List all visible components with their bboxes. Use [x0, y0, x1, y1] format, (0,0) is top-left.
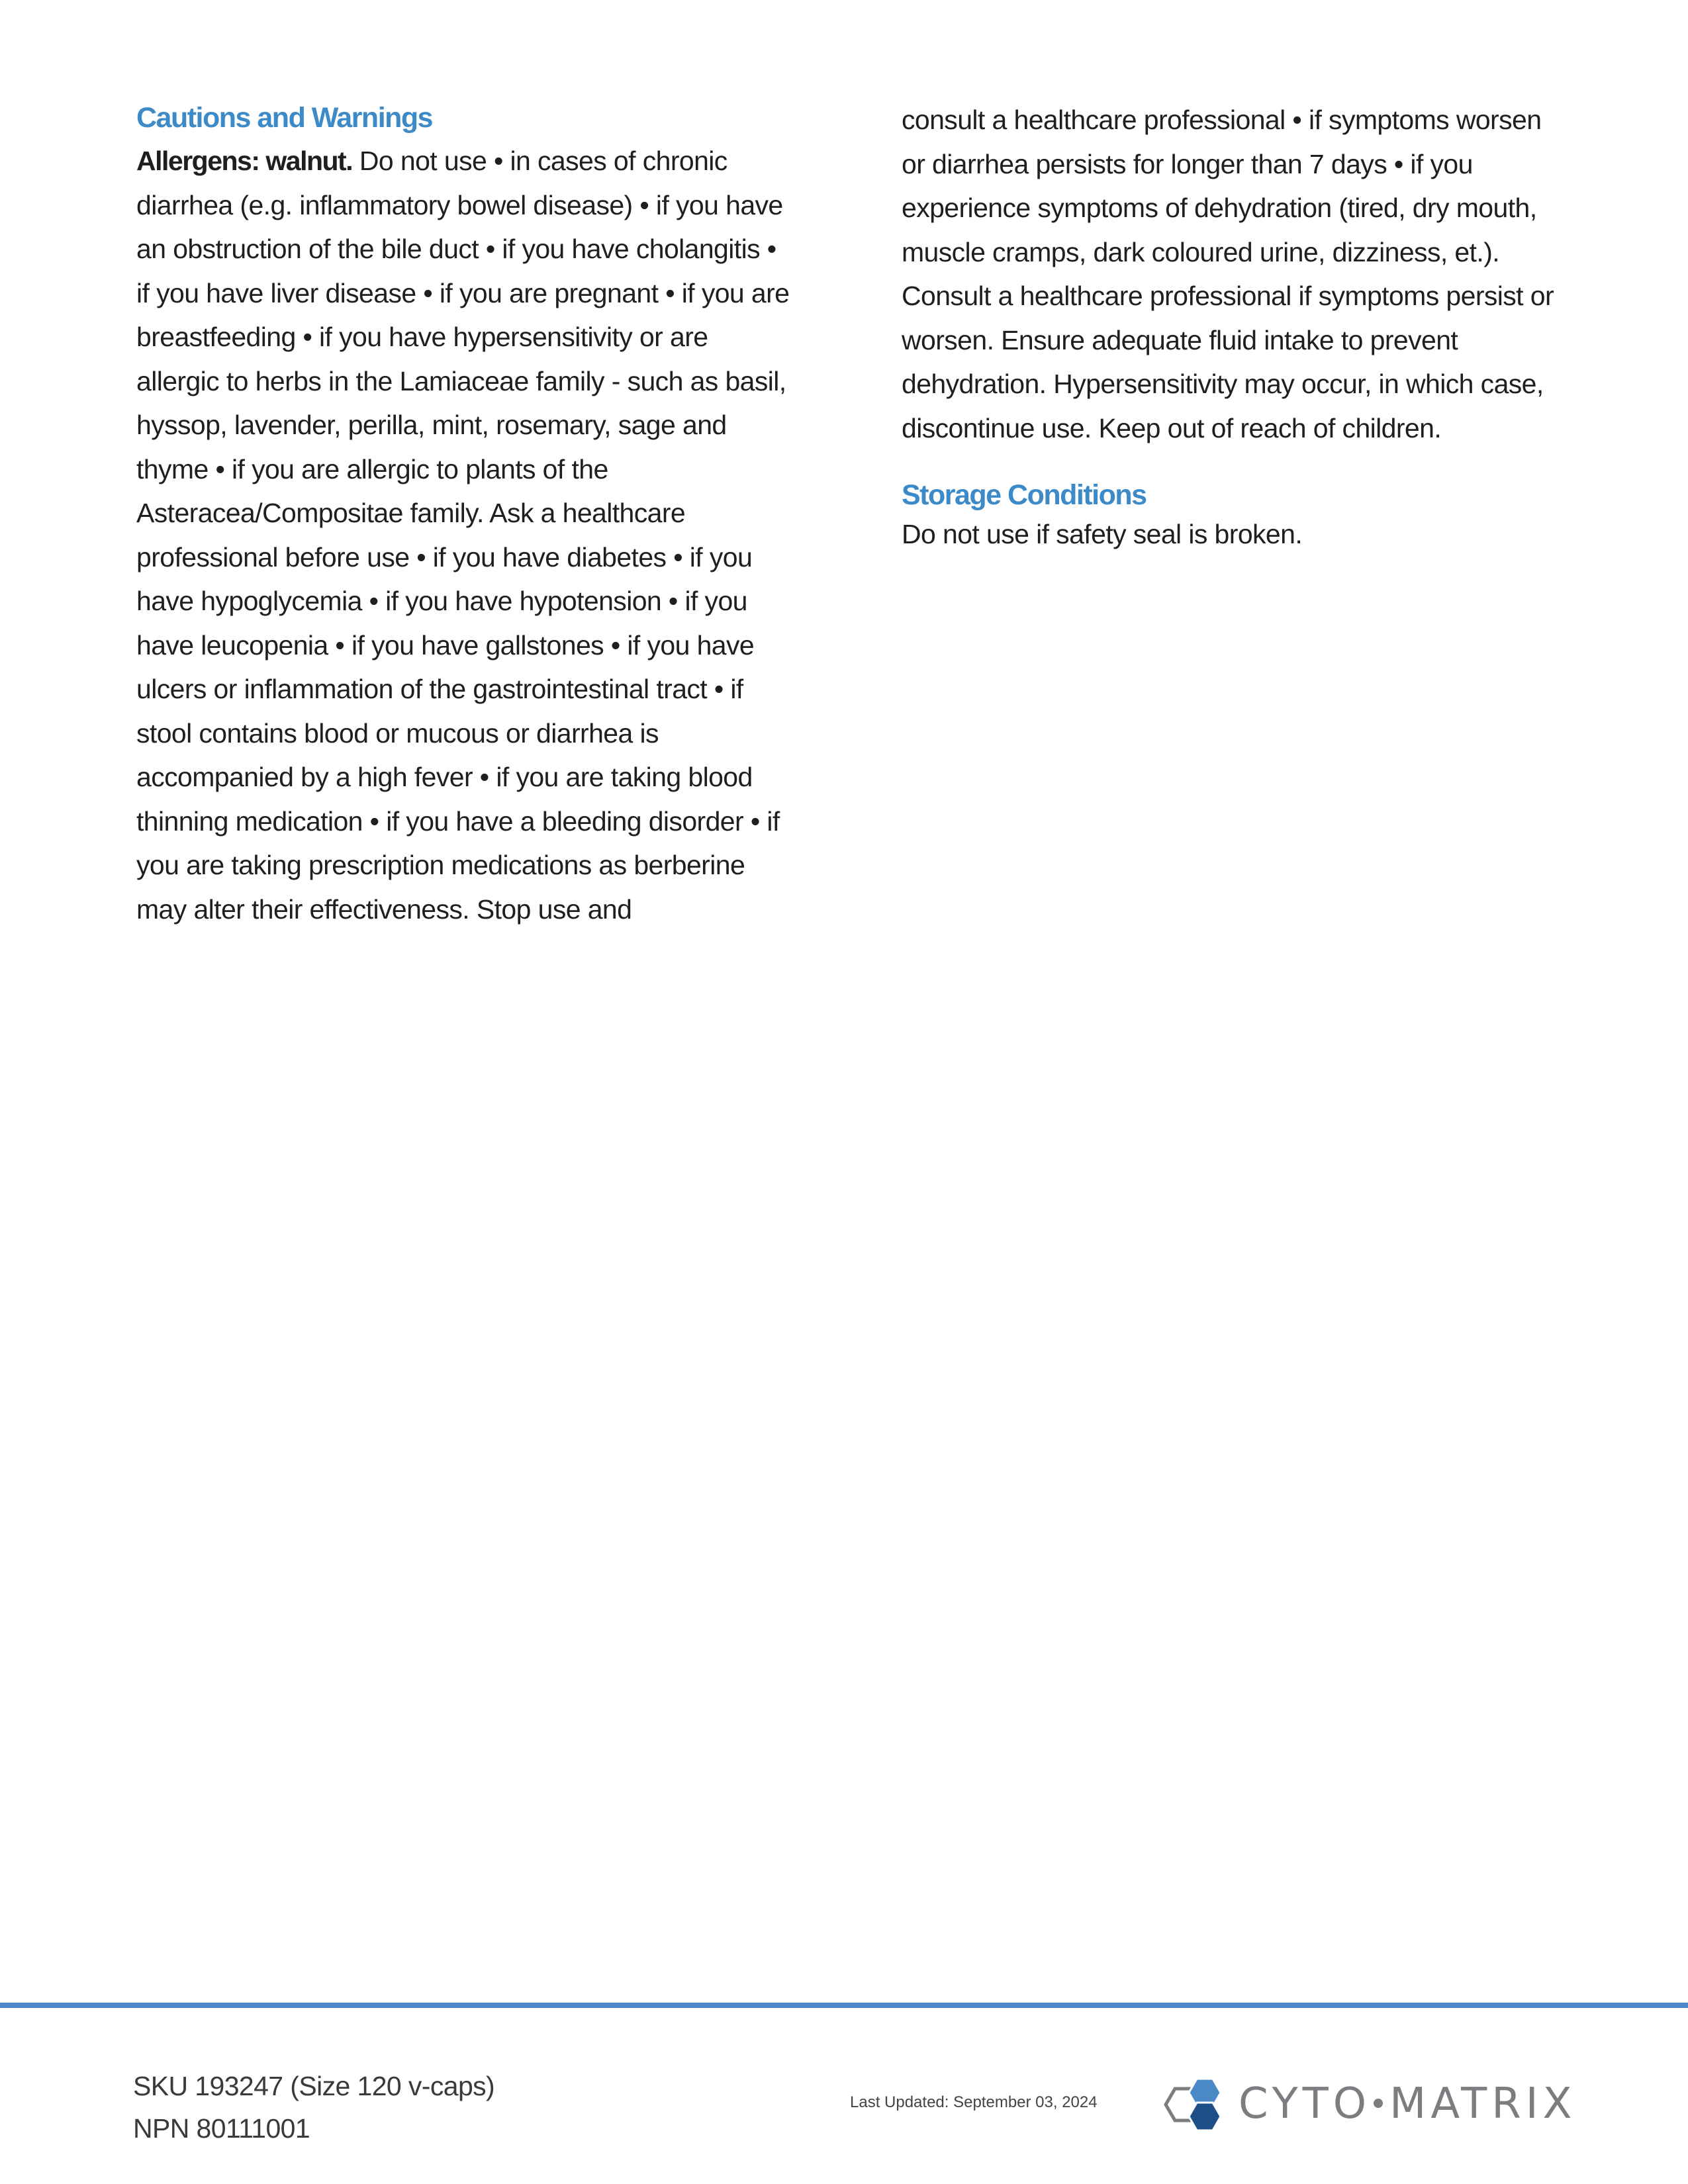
sku-label: SKU 193247 (Size 120 v-caps)	[133, 2071, 495, 2101]
cautions-heading: Cautions and Warnings	[136, 102, 433, 134]
footer-divider	[0, 2003, 1688, 2008]
left-column	[136, 99, 792, 931]
logo-wordmark	[1239, 2077, 1576, 2130]
cautions-body-left: Do not use • in cases of chronic diarrhea (e.g. inflammatory bowel disease) • if you have an obstruction of the bile duct • if you have cholangitis • if you have liver disease • if you are pregnant • if you are breastfeeding • if you have hypersensitivity or are allergic to herbs in the Lamiaceae family - such as basil, hyssop, lavender, perilla, mint, rosemary, sage and thyme • if you are allergic to plants of the Asteracea/Compositae family. Ask a healthcare professional before use • if you have diabetes • if you have hypoglycemia • if you have hypotension • if you have leucopenia • if you have gallstones • if you have ulcers or inflammation of the gastrointestinal tract • if stool contains blood or mucous or diarrhea is accompanied by a high fever • if you are taking blood thinning medication • if you have a bleeding disorder • if you are taking prescription medications as berberine may alter their effectiveness. Stop use and	[136, 146, 790, 925]
cytomatrix-logo	[1162, 2068, 1577, 2141]
storage-heading: Storage Conditions	[902, 479, 1147, 511]
cautions-text-left	[136, 139, 792, 931]
cautions-text-right: consult a healthcare professional • if symptoms worsen or diarrhea persists for longer than 7 days • if you experience symptoms of dehydration (tired, dry mouth, muscle cramps, dark coloured urine, dizziness, et.). Consult a healthcare professional if symptoms persist or worsen. Ensure adequate fluid intake to prevent dehydration. Hypersensitivity may occur, in which case, discontinue use. Keep out of reach of children.	[902, 105, 1554, 443]
last-updated-label: Last Updated: September 03, 2024	[850, 2093, 1098, 2111]
logo-dot-icon	[1374, 2099, 1383, 2108]
logo-word-cyto: CYTO	[1239, 2079, 1372, 2128]
logo-word-matrix: MATRIX	[1389, 2079, 1577, 2128]
hexagon-logo-icon	[1162, 2068, 1235, 2141]
right-column	[902, 99, 1557, 557]
storage-text: Do not use if safety seal is broken.	[902, 519, 1303, 549]
product-identifiers	[133, 2065, 494, 2150]
npn-label: NPN 80111001	[133, 2113, 310, 2144]
allergens-label: Allergens: walnut.	[136, 146, 353, 176]
